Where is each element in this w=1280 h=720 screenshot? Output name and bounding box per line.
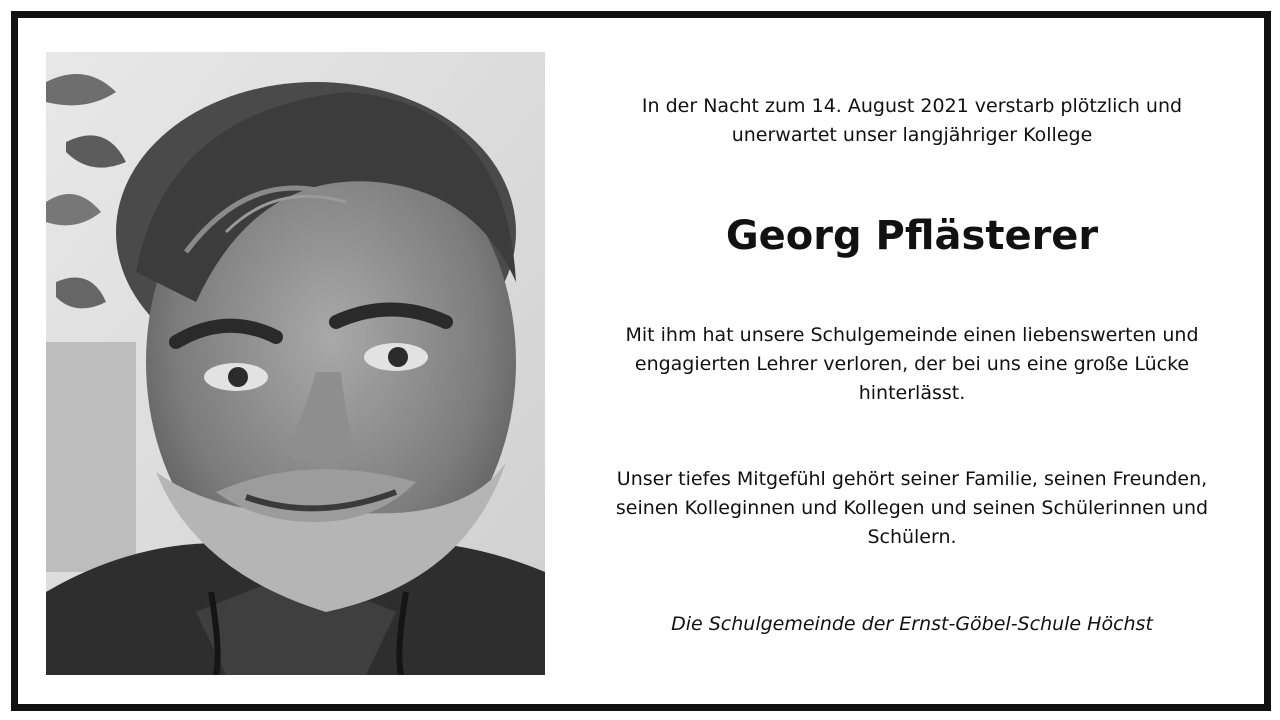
signature: Die Schulgemeinde der Ernst-Göbel-Schule Höchst [671,613,1153,635]
deceased-name: Georg Pflästerer [725,213,1099,259]
obituary-text [589,18,1235,704]
intro-text [589,92,1235,150]
tribute-line: Mit ihm hat unsere Schulgemeinde einen liebenswerten und [625,324,1199,346]
tribute-line: hinterlässt. [858,382,966,404]
condolence-paragraph [589,465,1235,552]
portrait-photo [46,52,545,675]
condolence-line: Unser tiefes Mitgefühl gehört seiner Familie, seinen Freunden, [616,468,1208,490]
condolence-line: seinen Kolleginnen und Kollegen und seinen Schülerinnen und [615,497,1209,519]
intro-line: unerwartet unser langjähriger Kollege [731,124,1093,146]
tribute-paragraph [589,321,1235,408]
condolence-line: Schülern. [867,526,957,548]
obituary-card [11,11,1271,711]
tribute-line: engagierten Lehrer verloren, der bei uns eine große Lücke [634,353,1190,375]
intro-line: In der Nacht zum 14. August 2021 verstarb plötzlich und [641,95,1183,117]
